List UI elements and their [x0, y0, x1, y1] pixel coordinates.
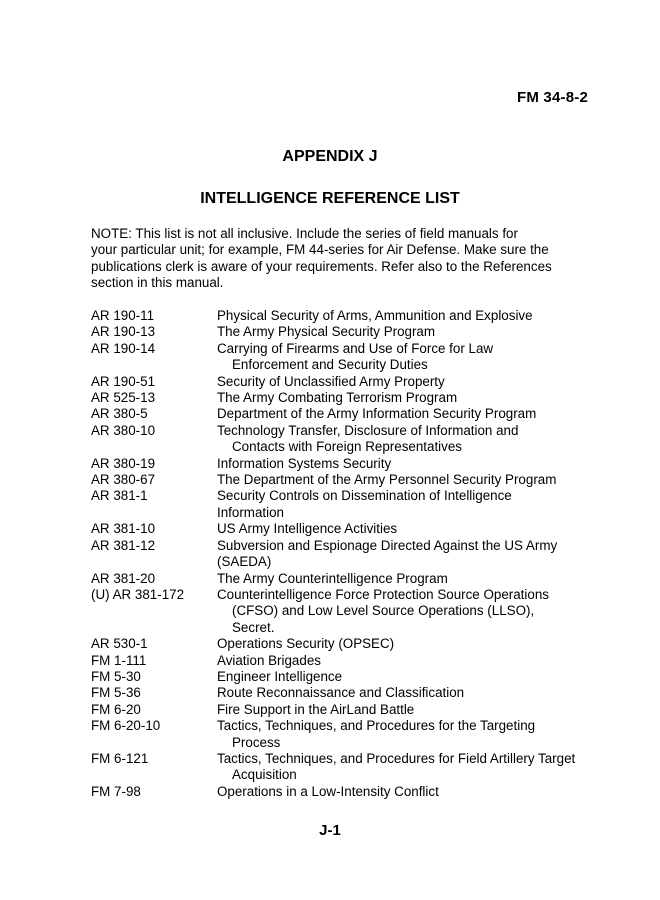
reference-title [217, 390, 611, 406]
reference-title [217, 488, 611, 521]
reference-title [217, 406, 611, 422]
reference-id: FM 6-121 [91, 750, 149, 766]
reference-title [217, 571, 611, 587]
reference-title-line: US Army Intelligence Activities [217, 521, 398, 537]
reference-title [217, 718, 611, 751]
reference-title [217, 324, 611, 340]
reference-row [91, 685, 611, 701]
reference-id: AR 381-10 [91, 521, 156, 537]
reference-title-line: Security of Unclassified Army Property [217, 373, 445, 389]
reference-title [217, 653, 611, 669]
page-title: INTELLIGENCE REFERENCE LIST [200, 190, 460, 207]
note-paragraph [91, 226, 591, 292]
reference-title-line: Enforcement and Security Duties [232, 357, 428, 373]
reference-id: AR 190-13 [91, 324, 156, 340]
reference-title-line: The Army Combating Terrorism Program [217, 390, 458, 406]
reference-title-line: Engineer Intelligence [217, 668, 343, 684]
reference-row [91, 341, 611, 374]
reference-id: AR 381-1 [91, 488, 148, 504]
reference-title-line: Route Reconnaissance and Classification [217, 685, 465, 701]
note-line: NOTE: This list is not all inclusive. Include the series of field manuals for [91, 226, 518, 241]
reference-row [91, 587, 611, 636]
reference-title [217, 784, 611, 800]
reference-title [217, 685, 611, 701]
reference-id: FM 6-20 [91, 701, 141, 717]
reference-list [91, 308, 611, 800]
reference-title-line: Counterintelligence Force Protection Source Operations [217, 586, 549, 602]
reference-title [217, 472, 611, 488]
note-line: your particular unit; for example, FM 44-series for Air Defense. Make sure the [91, 242, 549, 258]
reference-id: AR 380-10 [91, 422, 156, 438]
reference-title-line: Department of the Army Information Security Program [217, 406, 537, 422]
reference-title-line: Fire Support in the AirLand Battle [217, 701, 415, 717]
reference-title-line: Contacts with Foreign Representatives [232, 439, 462, 455]
reference-row [91, 784, 611, 800]
reference-title [217, 587, 611, 636]
reference-row [91, 718, 611, 751]
reference-row [91, 521, 611, 537]
reference-title [217, 374, 611, 390]
reference-title-line: Aviation Brigades [217, 652, 321, 668]
reference-title-line: (CFSO) and Low Level Source Operations (LLSO), [232, 603, 535, 619]
reference-row [91, 636, 611, 652]
reference-id: AR 190-11 [91, 308, 155, 323]
reference-title-line: (SAEDA) [217, 554, 272, 570]
reference-row [91, 538, 611, 571]
reference-title-line: Operations Security (OPSEC) [217, 636, 395, 652]
reference-title [217, 702, 611, 718]
reference-id: (U) AR 381-172 [91, 586, 185, 602]
reference-title [217, 636, 611, 652]
reference-title [217, 456, 611, 472]
reference-title [217, 751, 611, 784]
reference-title-line: Tactics, Techniques, and Procedures for the Targeting [217, 718, 536, 734]
reference-title-line: The Department of the Army Personnel Security Program [217, 472, 557, 488]
reference-title-line: Physical Security of Arms, Ammunition and Explosive [217, 308, 533, 323]
reference-row [91, 406, 611, 422]
reference-id: AR 190-14 [91, 340, 156, 356]
reference-title [217, 538, 611, 571]
reference-title-line: Operations in a Low-Intensity Conflict [217, 783, 439, 799]
reference-title-line: Information [217, 504, 284, 520]
appendix-title: APPENDIX J [282, 148, 378, 165]
note-line: section in this manual. [91, 275, 224, 291]
reference-title-line: Process [232, 734, 281, 750]
note-line: publications clerk is aware of your requirements. Refer also to the References [91, 258, 552, 274]
reference-title-line: Secret. [232, 619, 275, 635]
reference-row [91, 653, 611, 669]
reference-id: AR 381-12 [91, 537, 156, 553]
reference-title [217, 423, 611, 456]
reference-title-line: The Army Counterintelligence Program [217, 570, 448, 586]
reference-id: AR 380-5 [91, 406, 148, 422]
reference-title-line: Technology Transfer, Disclosure of Information and [217, 422, 519, 438]
reference-title [217, 669, 611, 685]
reference-title-line: Acquisition [232, 767, 297, 783]
reference-id: AR 525-13 [91, 390, 156, 406]
reference-id: FM 5-36 [91, 685, 141, 701]
reference-row [91, 456, 611, 472]
reference-row [91, 374, 611, 390]
reference-title [217, 341, 611, 374]
reference-row [91, 472, 611, 488]
reference-id: AR 381-20 [91, 570, 156, 586]
reference-id: AR 530-1 [91, 636, 148, 652]
page-number: J-1 [319, 822, 341, 839]
reference-row [91, 488, 611, 521]
reference-row [91, 308, 611, 324]
reference-id: AR 190-51 [91, 373, 156, 389]
reference-row [91, 669, 611, 685]
document-id: FM 34-8-2 [517, 89, 588, 106]
reference-row [91, 571, 611, 587]
reference-id: FM 7-98 [91, 783, 141, 799]
reference-title-line: Security Controls on Dissemination of Intelligence [217, 488, 512, 504]
reference-title-line: The Army Physical Security Program [217, 324, 436, 340]
reference-title [217, 521, 611, 537]
reference-row [91, 324, 611, 340]
reference-title-line: Tactics, Techniques, and Procedures for Field Artillery Target [217, 750, 576, 766]
reference-title-line: Information Systems Security [217, 455, 392, 471]
reference-row [91, 751, 611, 784]
reference-row [91, 390, 611, 406]
reference-title [217, 308, 611, 324]
reference-id: FM 5-30 [91, 668, 141, 684]
reference-id: AR 380-67 [91, 472, 156, 488]
reference-id: FM 6-20-10 [91, 718, 161, 734]
reference-row [91, 702, 611, 718]
reference-title-line: Subversion and Espionage Directed Against the US Army [217, 537, 558, 553]
reference-title-line: Carrying of Firearms and Use of Force for Law [217, 340, 494, 356]
reference-row [91, 423, 611, 456]
reference-id: FM 1-111 [91, 652, 147, 668]
reference-id: AR 380-19 [91, 455, 156, 471]
